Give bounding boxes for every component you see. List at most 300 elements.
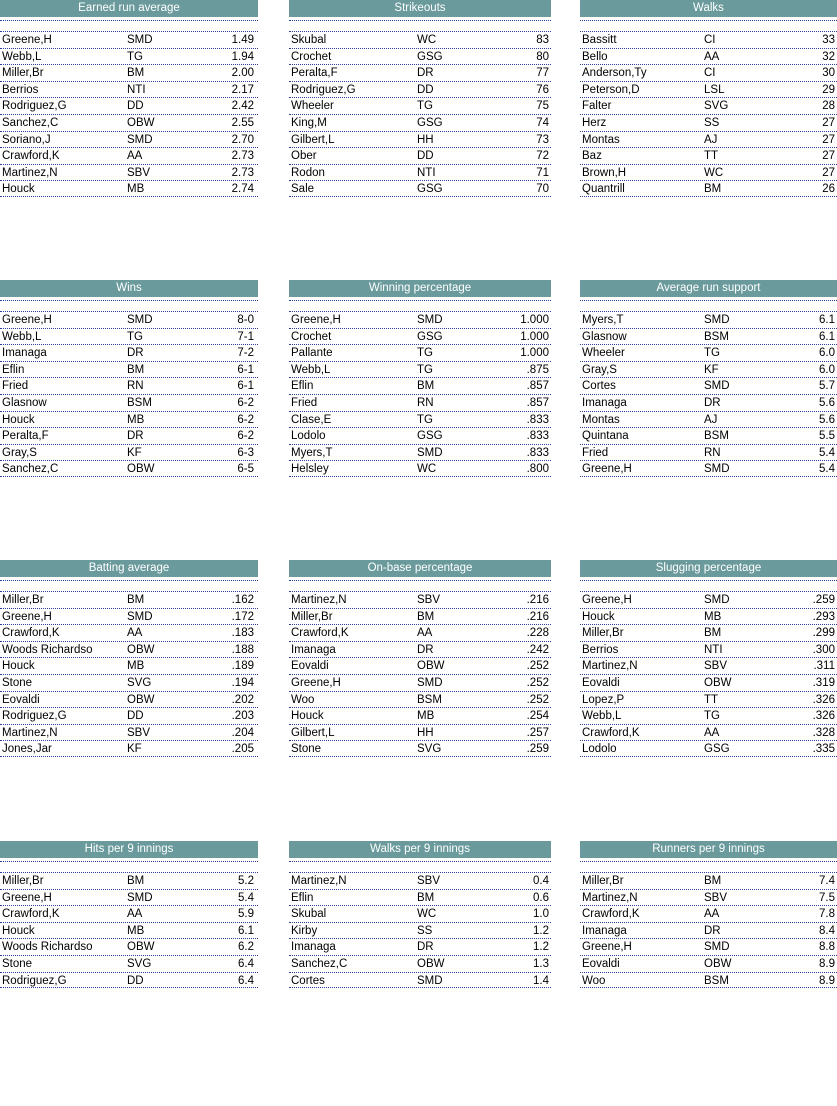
team-code: BM <box>127 875 145 887</box>
team-code: MB <box>127 183 145 196</box>
stat-value: 5.4 <box>819 446 835 459</box>
team-code: TG <box>417 100 433 113</box>
stat-value: .259 <box>526 743 549 756</box>
team-code: SMD <box>417 314 443 326</box>
team-code: BM <box>127 363 145 376</box>
table-row <box>580 394 837 411</box>
player-name: Woods Richardso <box>2 643 93 656</box>
player-name: Rodriguez,G <box>2 974 67 987</box>
table-row <box>0 591 258 608</box>
stat-value: 8.8 <box>819 941 835 954</box>
table-row <box>289 608 551 625</box>
stat-value: 2.42 <box>231 100 254 113</box>
stat-value: .162 <box>231 594 254 606</box>
team-code: SBV <box>417 875 441 887</box>
leaderboard-rows <box>580 311 837 477</box>
leaderboard-title: Winning percentage <box>289 280 551 297</box>
stat-value: 6.4 <box>238 957 254 970</box>
table-row <box>580 64 837 81</box>
team-code: DD <box>417 83 434 96</box>
team-code: SMD <box>704 314 730 326</box>
team-code: RN <box>127 380 144 393</box>
player-name: Stone <box>2 676 33 689</box>
stat-value: 7.4 <box>819 875 835 887</box>
player-name: Sanchez,C <box>2 116 59 129</box>
team-code: SVG <box>704 100 729 113</box>
stat-value: 1.000 <box>520 330 549 343</box>
player-name: Berrios <box>582 643 619 656</box>
stat-value: 7-1 <box>237 330 254 343</box>
stat-value: .875 <box>526 363 549 376</box>
leaderboard-title: Strikeouts <box>289 0 551 17</box>
table-row <box>0 164 258 181</box>
table-row <box>580 938 837 955</box>
player-name: Montas <box>582 133 620 146</box>
stat-value: 71 <box>536 166 549 179</box>
player-name: Stone <box>291 743 322 756</box>
stat-value: 70 <box>536 183 549 196</box>
team-code: DR <box>704 924 721 937</box>
stat-value: .326 <box>812 710 835 723</box>
player-name: Greene,H <box>2 891 52 904</box>
table-row <box>0 411 258 428</box>
table-row <box>580 361 837 378</box>
team-code: OBW <box>127 941 155 954</box>
team-code: BM <box>417 891 435 904</box>
player-name: Clase,E <box>291 413 332 426</box>
stat-value: 7.8 <box>819 908 835 921</box>
team-code: BM <box>417 610 435 623</box>
team-code: WC <box>417 463 437 476</box>
player-name: Helsley <box>291 463 329 476</box>
stat-value: 1.4 <box>533 974 549 987</box>
player-name: Wheeler <box>582 347 625 360</box>
leaderboard-hits-per-9-innings <box>0 841 258 1106</box>
player-name: Glasnow <box>2 396 47 409</box>
team-code: SMD <box>127 133 153 146</box>
player-name: Cortes <box>291 974 325 987</box>
stat-value: 1.2 <box>533 924 549 937</box>
leaderboard-runners-per-9-innings <box>580 841 837 1106</box>
table-row <box>580 922 837 939</box>
team-code: MB <box>127 413 145 426</box>
table-row <box>289 674 551 691</box>
team-code: AA <box>127 150 143 163</box>
team-code: GSG <box>417 183 443 196</box>
team-code: SVG <box>127 957 152 970</box>
table-row <box>289 427 551 444</box>
table-row <box>289 147 551 164</box>
table-row <box>0 114 258 131</box>
player-name: Gray,S <box>582 363 617 376</box>
player-name: Crochet <box>291 330 332 343</box>
leaderboard-rows <box>0 31 258 197</box>
stat-value: 1.000 <box>520 347 549 360</box>
stat-value: 7.5 <box>819 891 835 904</box>
player-name: Lodolo <box>291 430 326 443</box>
player-name: Miller,Br <box>291 610 333 623</box>
divider <box>0 861 258 862</box>
divider <box>0 580 258 581</box>
player-name: Gray,S <box>2 446 37 459</box>
stat-value: 6.1 <box>819 314 835 326</box>
team-code: SMD <box>704 380 730 393</box>
team-code: DR <box>417 67 434 80</box>
team-code: GSG <box>417 330 443 343</box>
stat-value: 30 <box>822 67 835 80</box>
stat-value: .299 <box>812 627 835 640</box>
team-code: KF <box>127 446 142 459</box>
stat-value: 1.0 <box>533 908 549 921</box>
player-name: Greene,H <box>291 314 341 326</box>
stat-value: .319 <box>812 676 835 689</box>
table-row <box>580 740 837 757</box>
leaderboard-rows <box>0 872 258 988</box>
player-name: Eflin <box>291 891 314 904</box>
player-name: Houck <box>582 610 615 623</box>
table-row <box>580 427 837 444</box>
leaderboard-title: On-base percentage <box>289 560 551 577</box>
player-name: Montas <box>582 413 620 426</box>
table-row <box>289 460 551 477</box>
team-code: OBW <box>127 463 155 476</box>
team-code: NTI <box>127 83 146 96</box>
player-name: Imanaga <box>582 396 627 409</box>
divider <box>289 20 551 21</box>
player-name: Eovaldi <box>582 957 620 970</box>
table-row <box>289 724 551 741</box>
player-name: Miller,Br <box>2 594 44 606</box>
stat-value: 6.0 <box>819 363 835 376</box>
stat-value: .242 <box>526 643 549 656</box>
table-row <box>289 377 551 394</box>
stat-value: 27 <box>822 133 835 146</box>
player-name: Lodolo <box>582 743 617 756</box>
table-row <box>0 657 258 674</box>
team-code: WC <box>417 908 437 921</box>
player-name: Cortes <box>582 380 616 393</box>
stat-value: 5.7 <box>819 380 835 393</box>
leaderboard-rows <box>0 591 258 757</box>
leaderboard-rows <box>0 311 258 477</box>
team-code: AJ <box>704 413 718 426</box>
team-code: OBW <box>704 957 732 970</box>
table-row <box>0 64 258 81</box>
team-code: CI <box>704 34 716 46</box>
player-name: Woo <box>582 974 606 987</box>
team-code: AA <box>417 627 433 640</box>
divider <box>580 861 837 862</box>
table-row <box>289 740 551 757</box>
table-row <box>580 444 837 461</box>
table-row <box>0 938 258 955</box>
team-code: TG <box>127 330 143 343</box>
team-code: NTI <box>704 643 723 656</box>
stat-value: 83 <box>536 34 549 46</box>
player-name: Eflin <box>291 380 314 393</box>
team-code: SVG <box>127 676 152 689</box>
team-code: BM <box>127 594 145 606</box>
table-row <box>580 608 837 625</box>
leaderboard-strikeouts <box>289 0 551 265</box>
team-code: SBV <box>127 726 151 739</box>
table-row <box>0 972 258 989</box>
table-row <box>0 444 258 461</box>
table-row <box>580 48 837 65</box>
team-code: SMD <box>417 974 443 987</box>
team-code: AA <box>127 908 143 921</box>
stat-value: 75 <box>536 100 549 113</box>
stat-value: 2.17 <box>231 83 254 96</box>
leaderboard-section <box>0 560 837 825</box>
team-code: DR <box>417 941 434 954</box>
table-row <box>0 427 258 444</box>
player-name: Martinez,N <box>291 594 347 606</box>
leaderboard-title: Earned run average <box>0 0 258 17</box>
table-row <box>289 31 551 48</box>
table-row <box>580 691 837 708</box>
team-code: SBV <box>127 166 151 179</box>
stat-value: .335 <box>812 743 835 756</box>
stat-value: .172 <box>231 610 254 623</box>
team-code: DD <box>417 150 434 163</box>
player-name: Martinez,N <box>582 891 638 904</box>
table-row <box>289 872 551 889</box>
leaderboard-rows <box>289 591 551 757</box>
stat-value: 6-1 <box>237 380 254 393</box>
table-row <box>580 97 837 114</box>
player-name: Quintana <box>582 430 629 443</box>
stat-value: 80 <box>536 50 549 63</box>
stat-value: .311 <box>813 660 835 673</box>
team-code: BSM <box>704 430 729 443</box>
table-row <box>580 81 837 98</box>
leaderboard-walks-per-9-innings <box>289 841 551 1106</box>
team-code: AA <box>127 627 143 640</box>
table-row <box>289 164 551 181</box>
stat-value: 5.6 <box>819 413 835 426</box>
stat-value: 6-3 <box>237 446 254 459</box>
player-name: Houck <box>2 924 35 937</box>
table-row <box>0 460 258 477</box>
table-row <box>0 147 258 164</box>
table-row <box>289 889 551 906</box>
team-code: GSG <box>704 743 730 756</box>
player-name: Myers,T <box>582 314 624 326</box>
stat-value: .228 <box>526 627 549 640</box>
table-row <box>0 48 258 65</box>
stat-value: 2.74 <box>231 183 254 196</box>
team-code: KF <box>127 743 142 756</box>
table-row <box>289 81 551 98</box>
stat-value: 5.6 <box>819 396 835 409</box>
table-row <box>289 922 551 939</box>
table-row <box>0 955 258 972</box>
team-code: MB <box>127 924 145 937</box>
leaderboard-wins <box>0 280 258 545</box>
player-name: Peterson,D <box>582 83 640 96</box>
player-name: Greene,H <box>2 610 52 623</box>
player-name: Myers,T <box>291 446 333 459</box>
team-code: SMD <box>127 314 153 326</box>
player-name: Martinez,N <box>2 166 58 179</box>
table-row <box>289 955 551 972</box>
stat-value: 1.49 <box>231 34 254 46</box>
table-row <box>580 311 837 328</box>
table-row <box>580 164 837 181</box>
team-code: TT <box>704 693 719 706</box>
stat-value: 28 <box>822 100 835 113</box>
team-code: OBW <box>127 116 155 129</box>
stat-value: .194 <box>231 676 254 689</box>
player-name: Webb,L <box>291 363 331 376</box>
team-code: SS <box>417 924 433 937</box>
player-name: Houck <box>291 710 324 723</box>
stat-value: 0.4 <box>533 875 549 887</box>
leaderboard-title: Walks <box>580 0 837 17</box>
stat-value: .204 <box>231 726 254 739</box>
team-code: DD <box>127 100 144 113</box>
divider <box>580 580 837 581</box>
stat-value: 8.4 <box>819 924 835 937</box>
stat-value: 2.73 <box>231 166 254 179</box>
table-row <box>0 344 258 361</box>
team-code: SMD <box>127 610 153 623</box>
team-code: BSM <box>704 974 729 987</box>
player-name: Falter <box>582 100 612 113</box>
player-name: Lopez,P <box>582 693 625 706</box>
player-name: Glasnow <box>582 330 627 343</box>
team-code: TG <box>704 347 720 360</box>
stat-value: .300 <box>812 643 835 656</box>
team-code: TG <box>417 347 433 360</box>
table-row <box>289 394 551 411</box>
player-name: Imanaga <box>2 347 47 360</box>
stat-value: 72 <box>536 150 549 163</box>
player-name: Webb,L <box>2 50 42 63</box>
stat-value: 6-5 <box>237 463 254 476</box>
team-code: LSL <box>704 83 725 96</box>
team-code: MB <box>704 610 722 623</box>
stat-value: 6.1 <box>819 330 835 343</box>
player-name: Martinez,N <box>582 660 638 673</box>
stat-value: .188 <box>231 643 254 656</box>
leaderboard-title: Slugging percentage <box>580 560 837 577</box>
team-code: TG <box>417 413 433 426</box>
stat-value: 77 <box>536 67 549 80</box>
table-row <box>0 608 258 625</box>
player-name: Sale <box>291 183 315 196</box>
player-name: Martinez,N <box>291 875 347 887</box>
table-row <box>289 311 551 328</box>
table-row <box>0 624 258 641</box>
player-name: Crawford,K <box>582 726 640 739</box>
stat-value: 5.4 <box>819 463 835 476</box>
table-row <box>289 180 551 197</box>
player-name: Ober <box>291 150 317 163</box>
stat-value: .857 <box>526 396 549 409</box>
stat-value: 32 <box>822 50 835 63</box>
table-row <box>0 674 258 691</box>
team-code: DR <box>127 430 144 443</box>
team-code: OBW <box>127 643 155 656</box>
divider <box>289 861 551 862</box>
table-row <box>289 114 551 131</box>
player-name: Miller,Br <box>582 627 624 640</box>
stat-value: .252 <box>526 693 549 706</box>
player-name: Brown,H <box>582 166 627 179</box>
stat-value: 6-2 <box>237 413 254 426</box>
team-code: SMD <box>417 676 443 689</box>
table-row <box>289 591 551 608</box>
leaderboard-rows <box>289 31 551 197</box>
table-row <box>580 344 837 361</box>
player-name: Gilbert,L <box>291 133 335 146</box>
leaderboard-rows <box>580 31 837 197</box>
player-name: Quantrill <box>582 183 625 196</box>
stat-value: .833 <box>526 413 549 426</box>
table-row <box>0 740 258 757</box>
table-row <box>0 691 258 708</box>
table-row <box>580 31 837 48</box>
stat-value: 33 <box>822 34 835 46</box>
leaderboard-batting-average <box>0 560 258 825</box>
player-name: Woo <box>291 693 315 706</box>
team-code: KF <box>704 363 719 376</box>
team-code: GSG <box>417 50 443 63</box>
player-name: Soriano,J <box>2 133 51 146</box>
player-name: Webb,L <box>582 710 622 723</box>
table-row <box>289 657 551 674</box>
leaderboard-rows <box>580 591 837 757</box>
stat-value: .183 <box>231 627 254 640</box>
table-row <box>580 114 837 131</box>
player-name: Eovaldi <box>291 660 329 673</box>
stat-value: .216 <box>526 610 549 623</box>
divider <box>0 20 258 21</box>
table-row <box>580 889 837 906</box>
table-row <box>289 972 551 989</box>
team-code: OBW <box>417 957 445 970</box>
stat-value: 26 <box>822 183 835 196</box>
stat-value: 6-1 <box>237 363 254 376</box>
team-code: SBV <box>417 594 441 606</box>
player-name: Pallante <box>291 347 333 360</box>
table-row <box>580 591 837 608</box>
player-name: Imanaga <box>582 924 627 937</box>
table-row <box>580 460 837 477</box>
stat-value: 5.4 <box>238 891 254 904</box>
table-row <box>580 724 837 741</box>
table-row <box>0 641 258 658</box>
player-name: Miller,Br <box>582 875 624 887</box>
player-name: Miller,Br <box>2 875 44 887</box>
leaderboard-winning-percentage <box>289 280 551 545</box>
stat-value: 8.9 <box>819 974 835 987</box>
table-row <box>0 361 258 378</box>
table-row <box>580 328 837 345</box>
player-name: Rodriguez,G <box>2 100 67 113</box>
stat-value: 6-2 <box>237 430 254 443</box>
player-name: King,M <box>291 116 327 129</box>
team-code: SBV <box>704 891 728 904</box>
player-name: Sanchez,C <box>2 463 59 476</box>
team-code: OBW <box>127 693 155 706</box>
player-name: Sanchez,C <box>291 957 348 970</box>
divider <box>0 300 258 301</box>
team-code: WC <box>417 34 437 46</box>
table-row <box>0 922 258 939</box>
